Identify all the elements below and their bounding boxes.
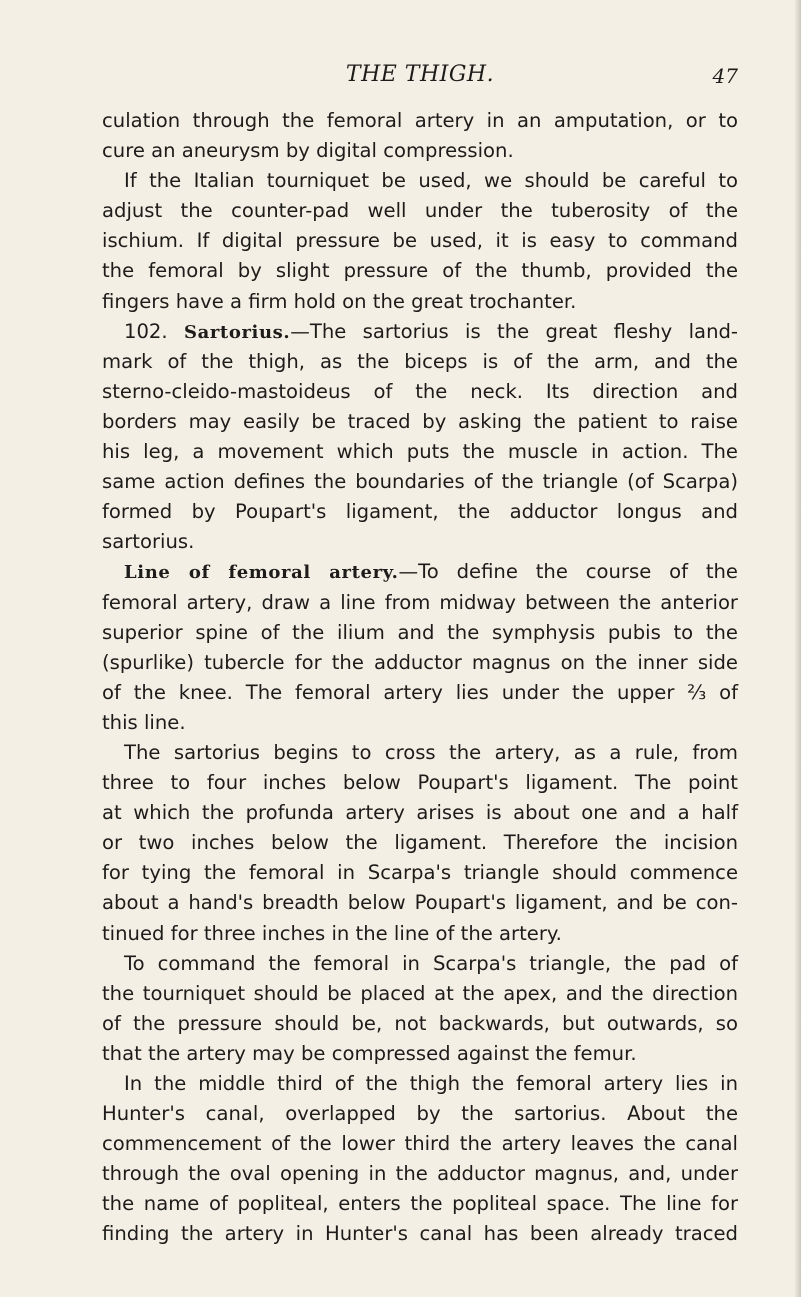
section-lead-text: —The sartorius is the great fleshy land- [290, 319, 738, 343]
text-line: femoral artery, draw a line from midway between the anterior [102, 590, 738, 614]
text-line: three to four inches below Poupart's ligament. The point [102, 771, 738, 795]
text-line: of the knee. The femoral artery lies under the upper ⅔ of [102, 680, 738, 704]
text-line: through the oval opening in the adductor magnus, and, under [102, 1162, 738, 1186]
text-line: commencement of the lower third the artery leaves the canal [102, 1132, 738, 1156]
text-line: same action defines the boundaries of the triangle (of Scarpa) [102, 470, 738, 494]
text-line: about a hand's breadth below Poupart's ligament, and be con- [102, 891, 738, 915]
text-line: fingers have a firm hold on the great trochanter. [102, 289, 577, 313]
text-line: of the pressure should be, not backwards, but outwards, so [102, 1011, 738, 1035]
text-line: (spurlike) tubercle for the adductor magnus on the inner side [102, 650, 738, 674]
text-line: tinued for three inches in the line of the artery. [102, 921, 562, 945]
running-head [100, 62, 740, 92]
page-edge-shadow [794, 0, 801, 1297]
text-line: To command the femoral in Scarpa's triangle, the pad of [124, 951, 738, 975]
body-text [102, 106, 738, 1250]
text-line: finding the artery in Hunter's canal has been already traced [102, 1222, 738, 1246]
text-line: In the middle third of the thigh the femoral artery lies in [124, 1072, 738, 1095]
text-line: for tying the femoral in Scarpa's triangle should commence [102, 861, 738, 885]
text-line: adjust the counter-pad well under the tuberosity of the [102, 199, 738, 223]
page-number: 47 [712, 64, 738, 88]
section-heading-sartorius: Sartorius. [183, 321, 291, 343]
section-heading-line-of-femoral-artery: Line of femoral artery. [124, 562, 399, 584]
text-line: cure an aneurysm by digital compression. [102, 139, 514, 163]
text-line: formed by Poupart's ligament, the adductor longus and [102, 500, 738, 524]
text-line: his leg, a movement which puts the muscle in action. The [102, 440, 738, 464]
text-line: mark of the thigh, as the biceps is of the arm, and the [102, 349, 738, 373]
text-line: The sartorius begins to cross the artery, as a rule, from [124, 740, 738, 764]
text-line-section-102 [102, 317, 738, 347]
text-line: at which the profunda artery arises is about one and a half [102, 801, 738, 825]
text-line: the femoral by slight pressure of the thumb, provided the [102, 259, 738, 283]
text-line: that the artery may be compressed against the femur. [102, 1041, 637, 1065]
text-line: sartorius. [102, 530, 195, 554]
text-line: Hunter's canal, overlapped by the sartorius. About the [102, 1102, 738, 1126]
section-number: 102. [124, 319, 168, 343]
text-line: this line. [102, 710, 186, 734]
text-line: ischium. If digital pressure be used, it is easy to command [102, 229, 738, 253]
text-line: culation through the femoral artery in an amputation, or to [102, 109, 738, 132]
text-line: the tourniquet should be placed at the apex, and the direction [102, 981, 738, 1005]
text-line: If the Italian tourniquet be used, we should be careful to [124, 169, 738, 193]
text-line-femoral-heading [102, 557, 738, 587]
text-line: sterno-cleido-mastoideus of the neck. Its direction and [102, 379, 738, 403]
text-line: superior spine of the ilium and the symphysis pubis to the [102, 620, 738, 644]
section-lead-text: —To define the course of the [398, 560, 738, 584]
text-line: borders may easily be traced by asking the patient to raise [102, 409, 738, 433]
text-line: or two inches below the ligament. Therefore the incision [102, 831, 738, 855]
running-title: THE THIGH. [345, 62, 495, 87]
text-line: the name of popliteal, enters the popliteal space. The line for [102, 1192, 738, 1216]
